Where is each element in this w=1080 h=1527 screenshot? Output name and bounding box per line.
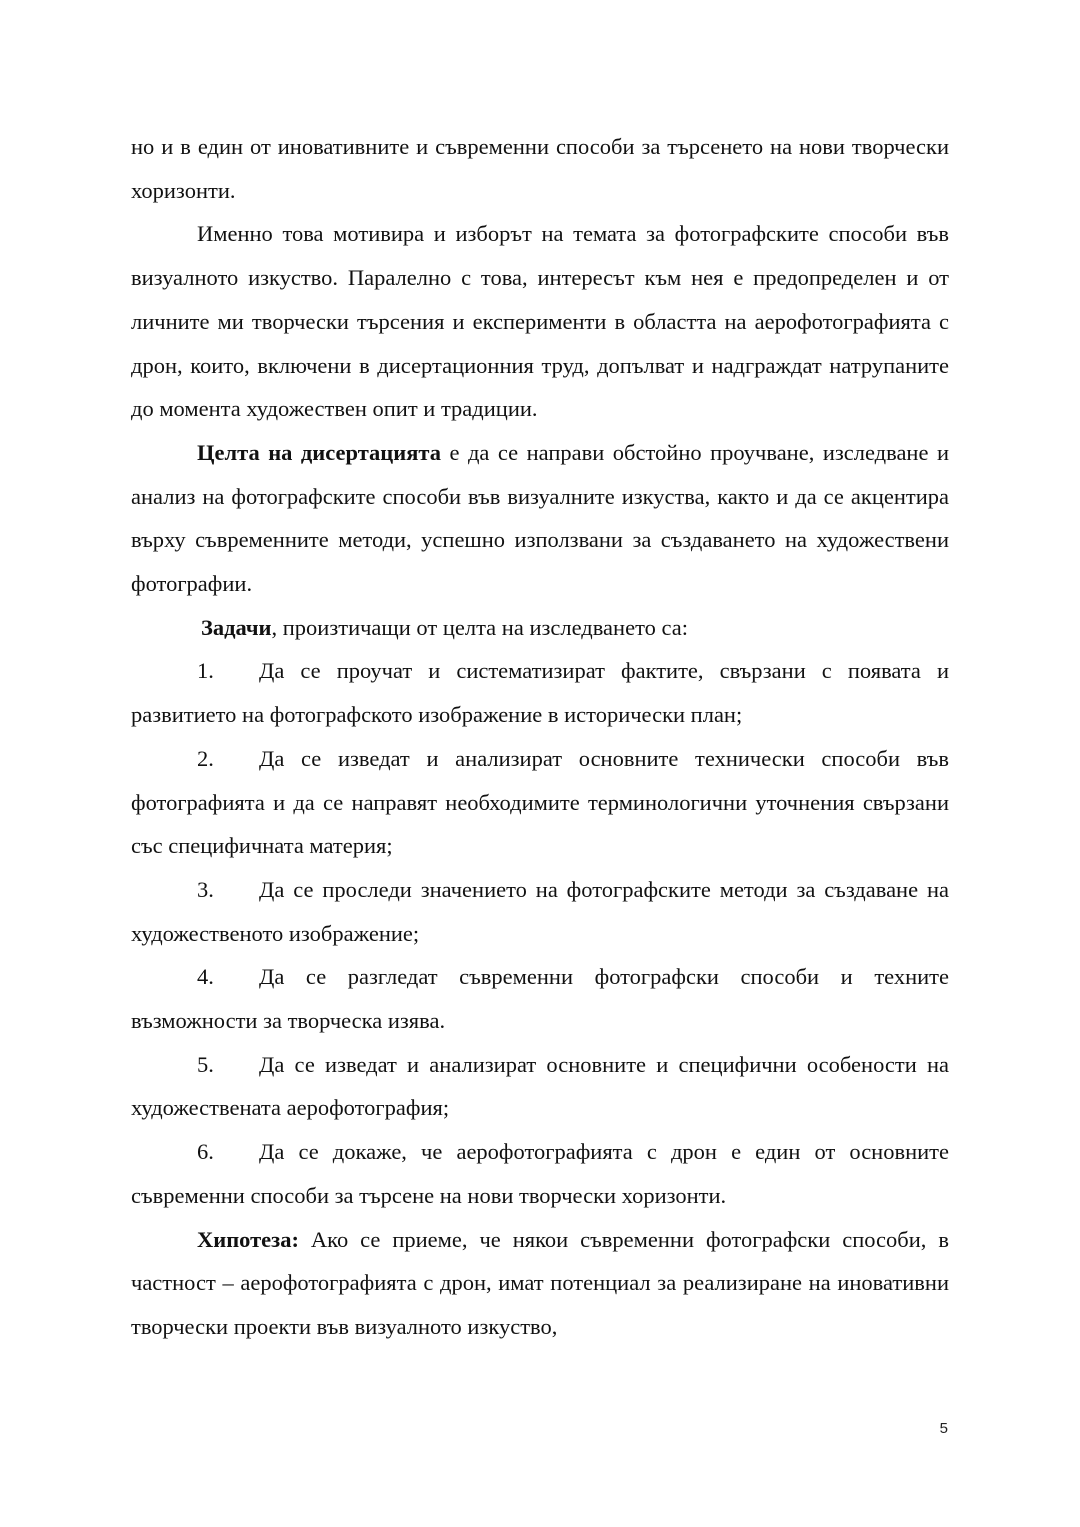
task-item <box>131 955 949 1042</box>
task-text: Да се изведат и анализират основните и специфични особености на художествената аерофотография; <box>131 1051 949 1121</box>
task-number: 6. <box>197 1139 214 1165</box>
task-number: 4. <box>197 964 214 990</box>
page-number: 5 <box>939 1420 948 1437</box>
task-number: 1. <box>197 658 214 684</box>
task-item <box>131 1130 949 1217</box>
tasks-intro <box>131 606 949 650</box>
task-item <box>131 649 949 736</box>
goal-heading: Целта на дисертацията <box>197 439 441 465</box>
task-number: 5. <box>197 1051 214 1077</box>
tasks-heading: Задачи <box>201 614 272 640</box>
task-number: 3. <box>197 876 214 902</box>
task-text: Да се докаже, че аерофотографията с дрон е един от основните съвременни способи за търсене на нови творчески хоризонти. <box>131 1139 949 1208</box>
hypothesis-heading: Хипотеза: <box>197 1226 299 1252</box>
task-text: Да се проучат и систематизират фактите, свързани с появата и развитието на фотографското изображение в исторически план; <box>131 658 949 728</box>
task-item <box>131 1043 949 1130</box>
task-text: Да се изведат и анализират основните технически способи във фотографията и да се направят необходимите терминологични уточнения свързани със специфичната материя; <box>131 745 949 859</box>
goal-text: е да се направи обстойно проучване, изследване и анализ на фотографските способи във визуалните изкуства, както и да се акцентира върху съвременните методи, успешно използвани за създаването на художествени фотографии. <box>131 439 949 597</box>
task-text: Да се проследи значението на фотографските методи за създаване на художественото изображение; <box>131 876 949 946</box>
task-text: Да се разгледат съвременни фотографски способи и техните възможности за творческа изява. <box>131 964 949 1034</box>
paragraph-goal <box>131 431 949 606</box>
task-item <box>131 868 949 955</box>
hypothesis-text: Ако се приеме, че някои съвременни фотографски способи, в частност – аерофотографията с дрон, имат потенциал за реализиране на иновативни творчески проекти във визуалното изкуство, <box>131 1226 949 1339</box>
paragraph-continuation: но и в един от иновативните и съвременни способи за търсенето на нови творчески хоризонти. <box>131 134 949 203</box>
page-body <box>131 125 949 1349</box>
paragraph-motivation: Именно това мотивира и изборът на темата за фотографските способи във визуалното изкуство. Паралелно с това, интересът към нея е предопределен и от личните ми творчески търсения и експерименти в областта на аерофотографията с дрон, които, включени в дисертационния труд, допълват и надграждат натрупаните до момента художествен опит и традиции. <box>131 221 949 422</box>
paragraph-hypothesis <box>131 1218 949 1349</box>
tasks-intro-text: , произтичащи от целта на изследването са: <box>271 614 688 640</box>
task-number: 2. <box>197 745 214 771</box>
task-item <box>131 737 949 868</box>
